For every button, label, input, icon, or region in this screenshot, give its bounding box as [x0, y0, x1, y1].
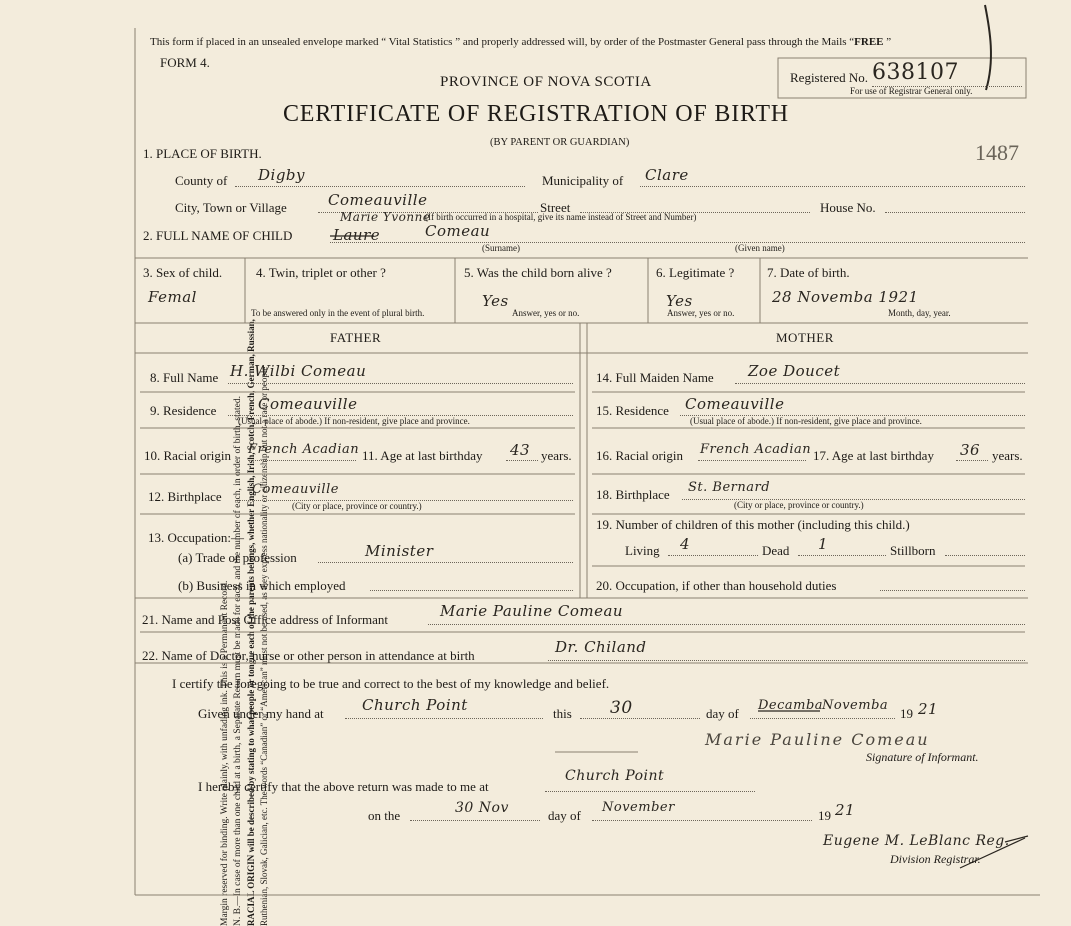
page-subtitle: (BY PARENT OR GUARDIAN) — [490, 137, 630, 148]
registrar-day-of-label: day of — [548, 808, 581, 823]
mail-notice — [150, 36, 891, 48]
dob-value: 28 Novemba 1921 — [772, 288, 919, 306]
margin-line-2: N. B.—In case of more than one child at a birth, a Separate Return must be made for each, and the number of each, in order of birth, stated. — [233, 396, 243, 926]
registered-number: 638107 — [872, 60, 959, 85]
informant-label: 21. Name and Post Office address of Informant — [142, 612, 388, 627]
father-residence-note: (Usual place of abode.) If non-resident, give place and province. — [238, 416, 470, 426]
mail-notice-text: This form if placed in an unsealed envelope marked “ Vital Statistics ” and properly addressed will, by order of the Postmaster General pass through the Mails “ — [150, 36, 855, 48]
registrar-place-value: Church Point — [565, 768, 665, 784]
child-name-label: 2. FULL NAME OF CHILD — [143, 228, 293, 243]
father-occupation-label: 13. Occupation:— — [148, 530, 245, 545]
on-the-label: on the — [368, 808, 401, 823]
legit-note: Answer, yes or no. — [667, 308, 735, 318]
place-of-birth-heading: 1. PLACE OF BIRTH. — [143, 146, 262, 161]
living-value: 4 — [680, 535, 691, 553]
father-name-label: 8. Full Name — [150, 370, 219, 385]
city-value: Comeauville — [328, 191, 428, 209]
informant-value: Marie Pauline Comeau — [440, 602, 624, 620]
given-month-value: Novemba — [822, 698, 889, 713]
mother-birthplace-value: St. Bernard — [688, 480, 771, 495]
father-race-value: French Acadian — [248, 442, 360, 457]
legit-label: 6. Legitimate ? — [656, 265, 735, 280]
given-day-value: 30 — [610, 698, 633, 718]
mother-residence-value: Comeauville — [685, 395, 785, 413]
mother-race-value: French Acadian — [700, 442, 812, 457]
county-label: County of — [175, 173, 228, 188]
registrar-statement: I hereby certify that the above return was made to me at — [198, 779, 489, 794]
father-trade-label: (a) Trade or profession — [178, 550, 297, 565]
surname-caption: (Surname) — [482, 243, 520, 253]
street-label: Street — [540, 200, 571, 215]
father-residence-label: 9. Residence — [150, 403, 217, 418]
father-birthplace-label: 12. Birthplace — [148, 489, 222, 504]
given-caption: (Given name) — [735, 243, 785, 253]
province-title: PROVINCE OF NOVA SCOTIA — [440, 74, 652, 90]
mother-name-label: 14. Full Maiden Name — [596, 370, 714, 385]
registered-label: Registered No. — [790, 70, 868, 85]
margin-line-4: Ruthenian, Slovak, Galician, etc. The words “Canadian” or “American” must not be used, as they express nationality or citizenship but not a race or people — [259, 366, 269, 926]
given-year-prefix: 19 — [900, 706, 913, 721]
mother-age-label: 17. Age at last birthday — [813, 448, 934, 463]
page-title: CERTIFICATE OF REGISTRATION OF BIRTH — [283, 101, 789, 127]
sex-value: Femal — [148, 288, 197, 306]
father-business-label: (b) Business in which employed — [178, 578, 346, 593]
living-label: Living — [625, 543, 660, 558]
alive-note: Answer, yes or no. — [512, 308, 580, 318]
certify-statement: I certify the foregoing to be true and correct to the best of my knowledge and belief. — [172, 676, 610, 691]
registrar-month-value: November — [602, 800, 675, 815]
given-day-of-label: day of — [706, 706, 739, 721]
father-age-label: 11. Age at last birthday — [362, 448, 483, 463]
mother-children-label: 19. Number of children of this mother (including this child.) — [596, 517, 910, 532]
father-years: years. — [541, 448, 572, 463]
father-age-value: 43 — [510, 441, 531, 459]
doctor-label: 22. Name of Doctor, nurse or other person in attendance at birth — [142, 648, 475, 663]
form-number: FORM 4. — [160, 55, 210, 70]
dob-label: 7. Date of birth. — [767, 265, 850, 280]
dead-label: Dead — [762, 543, 790, 558]
registrar-caption: Division Registrar. — [890, 852, 981, 866]
given-place-value: Church Point — [362, 696, 468, 714]
given-year-suffix: 21 — [918, 700, 939, 718]
registrar-year-prefix: 19 — [818, 808, 831, 823]
registrar-day-value: 30 Nov — [455, 800, 509, 816]
given-struck-month: Decamba — [758, 698, 824, 713]
this-label: this — [553, 706, 572, 721]
mother-race-label: 16. Racial origin — [596, 448, 684, 463]
alive-value: Yes — [482, 292, 509, 310]
father-heading: FATHER — [330, 330, 382, 345]
mother-years: years. — [992, 448, 1023, 463]
alive-label: 5. Was the child born alive ? — [464, 265, 612, 280]
mother-residence-note: (Usual place of abode.) If non-resident, give place and province. — [690, 416, 922, 426]
corner-number: 1487 — [975, 140, 1019, 165]
informant-signature: Marie Pauline Comeau — [705, 730, 930, 749]
child-given-names: Marie Yvonne — [340, 210, 431, 224]
father-name-value: H. Wilbi Comeau — [230, 362, 367, 380]
father-birthplace-value: Comeauville — [252, 482, 339, 497]
county-value: Digby — [258, 166, 306, 184]
registrar-note: For use of Registrar General only. — [850, 86, 973, 96]
hospital-note: (If birth occurred in a hospital, give its name instead of Street and Number) — [425, 212, 697, 222]
father-birthplace-note: (City or place, province or country.) — [292, 501, 422, 511]
given-under-label: Given under my hand at — [198, 706, 324, 721]
legit-value: Yes — [666, 292, 693, 310]
municipality-label: Municipality of — [542, 173, 624, 188]
mail-notice-end: ” — [883, 36, 892, 48]
house-label: House No. — [820, 200, 876, 215]
registrar-year-suffix: 21 — [835, 801, 856, 819]
mother-residence-label: 15. Residence — [596, 403, 669, 418]
city-label: City, Town or Village — [175, 200, 287, 215]
mother-age-value: 36 — [960, 441, 981, 459]
doctor-value: Dr. Chiland — [555, 638, 647, 656]
municipality-value: Clare — [645, 166, 689, 184]
father-trade-value: Minister — [365, 542, 434, 560]
margin-line-3: RACIAL ORIGIN will be described by stating to what people or tongue each of the parents belongs, whether English, Irish, Scotch, French, German, Russian, — [246, 319, 256, 926]
mother-birthplace-label: 18. Birthplace — [596, 487, 670, 502]
twin-note: To be answered only in the event of plural birth. — [251, 308, 425, 318]
mother-birthplace-note: (City or place, province or country.) — [734, 500, 864, 510]
father-race-label: 10. Racial origin — [144, 448, 232, 463]
registrar-signature: Eugene M. LeBlanc Reg. — [823, 833, 1010, 849]
mother-heading: MOTHER — [776, 330, 834, 345]
dead-value: 1 — [818, 535, 829, 553]
child-struck-given: Laure — [333, 226, 381, 244]
margin-line-1: Margin reserved for binding. Write plainly, with unfading ink. This is a Permanent Record. — [220, 580, 230, 926]
father-residence-value: Comeauville — [258, 395, 358, 413]
child-surname: Comeau — [425, 222, 491, 240]
informant-signature-caption: Signature of Informant. — [866, 750, 979, 764]
mother-name-value: Zoe Doucet — [748, 362, 841, 380]
stillborn-label: Stillborn — [890, 543, 936, 558]
mail-notice-free: FREE — [854, 36, 884, 48]
twin-label: 4. Twin, triplet or other ? — [256, 265, 386, 280]
sex-label: 3. Sex of child. — [143, 265, 223, 280]
mother-occupation-label: 20. Occupation, if other than household duties — [596, 578, 837, 593]
dob-note: Month, day, year. — [888, 308, 951, 318]
